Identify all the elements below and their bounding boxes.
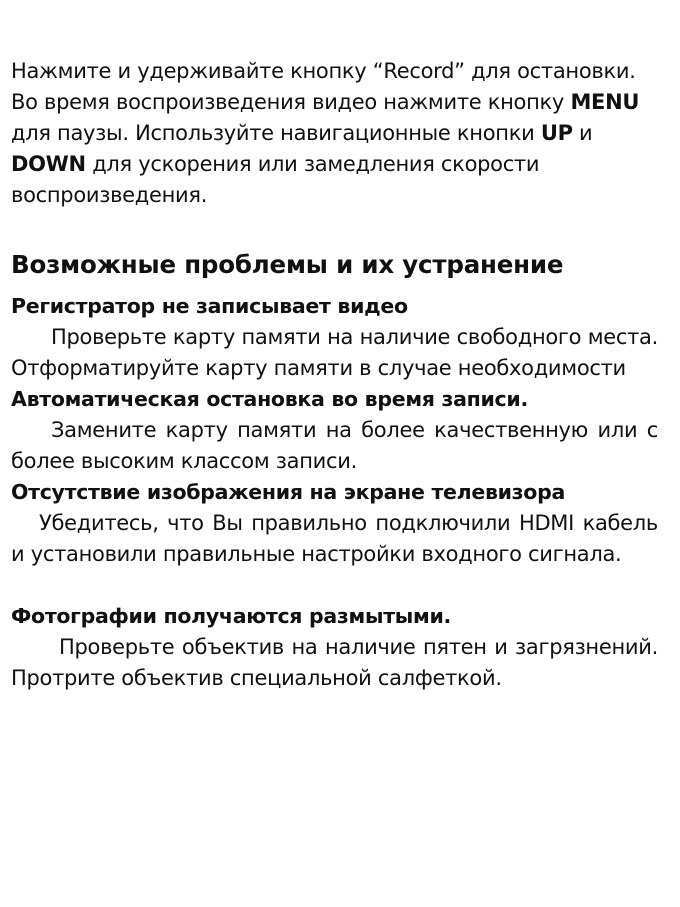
intro-text-4: для ускорения или замедления скорости воспроизведения. xyxy=(11,152,540,207)
intro-paragraph xyxy=(11,56,658,211)
solution-text: Проверьте карту памяти на наличие свободного места. Отформатируйте карту памяти в случае необходимости xyxy=(11,325,658,380)
spacer xyxy=(11,570,658,601)
down-button-label: DOWN xyxy=(11,152,86,176)
solution-text: Проверьте объектив на наличие пятен и загрязнений. Протрите объектив специальной салфеткой. xyxy=(11,635,658,690)
problem-heading: Фотографии получаются размытыми. xyxy=(11,604,452,628)
problem-heading: Автоматическая остановка во время записи. xyxy=(11,387,528,411)
solution-text: Замените карту памяти на более качественную или с более высоким классом записи. xyxy=(11,418,658,473)
section-title: Возможные проблемы и их устранение xyxy=(11,250,564,279)
intro-text-1: Нажмите и удерживайте кнопку “Record” для остановки. Во время воспроизведения видео нажмите кнопку xyxy=(11,59,636,114)
intro-text-3: и xyxy=(572,121,593,145)
up-button-label: UP xyxy=(540,121,573,145)
solution-text: Убедитесь, что Вы правильно подключили HDMI кабель и установили правильные настройки входного сигнала. xyxy=(11,511,658,566)
menu-button-label: MENU xyxy=(570,90,640,114)
document-page xyxy=(11,56,658,694)
problem-heading: Регистратор не записывает видео xyxy=(11,294,408,318)
intro-text-2: для паузы. Используйте навигационные кнопки xyxy=(11,121,541,145)
problem-heading: Отсутствие изображения на экране телевизора xyxy=(11,480,565,504)
